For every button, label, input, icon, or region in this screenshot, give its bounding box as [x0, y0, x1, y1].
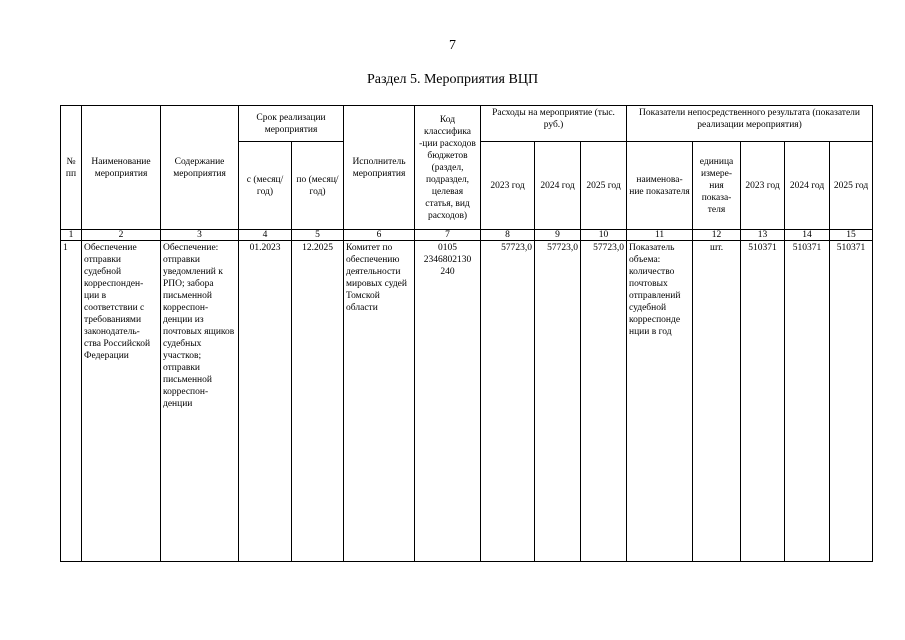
column-number: 11 — [627, 230, 693, 241]
header-num: № пп — [61, 106, 82, 230]
header-code: Код классифика -ции расходов бюджетов (раздел, подраздел, целевая статья, вид расходов) — [415, 106, 481, 230]
header-period-group: Срок реализации мероприятия — [239, 106, 344, 142]
row-code: 0105 2346802130 240 — [415, 241, 481, 562]
column-number: 15 — [830, 230, 873, 241]
column-number: 12 — [693, 230, 741, 241]
header-expenses-group: Расходы на мероприятие (тыс. руб.) — [481, 106, 627, 142]
row-ind-2023: 510371 — [741, 241, 785, 562]
header-content: Содержание мероприятия — [161, 106, 239, 230]
row-ind-name: Показатель объема: количество почтовых отправлений судебной корреспонде нции в год — [627, 241, 693, 562]
row-ind-2024: 510371 — [785, 241, 830, 562]
column-number: 14 — [785, 230, 830, 241]
column-number: 3 — [161, 230, 239, 241]
header-ind-unit: единица измере- ния показа- теля — [693, 142, 741, 230]
column-number: 8 — [481, 230, 535, 241]
column-number: 9 — [535, 230, 581, 241]
column-number: 4 — [239, 230, 292, 241]
row-period-from: 01.2023 — [239, 241, 292, 562]
section-title: Раздел 5. Мероприятия ВЦП — [366, 72, 539, 87]
header-period-to: по (месяц/ год) — [292, 142, 344, 230]
column-number: 13 — [741, 230, 785, 241]
header-ind-2023: 2023 год — [741, 142, 785, 230]
measures-table — [60, 105, 873, 562]
row-period-to: 12.2025 — [292, 241, 344, 562]
header-exp-2024: 2024 год — [535, 142, 581, 230]
row-exp-2023: 57723,0 — [481, 241, 535, 562]
row-num: 1 — [61, 241, 82, 562]
column-number: 7 — [415, 230, 481, 241]
page-number: 7 — [449, 38, 456, 53]
header-exp-2023: 2023 год — [481, 142, 535, 230]
row-exp-2024: 57723,0 — [535, 241, 581, 562]
row-executor: Комитет по обеспечению деятельности мировых судей Томской области — [344, 241, 415, 562]
header-exp-2025: 2025 год — [581, 142, 627, 230]
header-indicators-group: Показатели непосредственного результата (показатели реализации мероприятия) — [627, 106, 873, 142]
header-period-from: с (месяц/ год) — [239, 142, 292, 230]
row-ind-2025: 510371 — [830, 241, 873, 562]
row-content: Обеспечение: отправки уведомлений к РПО; забора письменной корреспон- денции из почтовых ящиков судебных участков; отправки письменной корреспон- денции — [161, 241, 239, 562]
column-number: 10 — [581, 230, 627, 241]
row-ind-unit: шт. — [693, 241, 741, 562]
row-exp-2025: 57723,0 — [581, 241, 627, 562]
table-row — [61, 241, 873, 562]
header-ind-2025: 2025 год — [830, 142, 873, 230]
header-name: Наименование мероприятия — [82, 106, 161, 230]
column-number: 6 — [344, 230, 415, 241]
column-number: 5 — [292, 230, 344, 241]
column-number: 1 — [61, 230, 82, 241]
row-name: Обеспечение отправки судебной корреспонден- ции в соответствии с требованиями законодатель- ства Российской Федерации — [82, 241, 161, 562]
column-number: 2 — [82, 230, 161, 241]
column-numbers-row — [61, 230, 873, 241]
header-executor: Исполнитель мероприятия — [344, 106, 415, 230]
header-ind-name: наименова- ние показателя — [627, 142, 693, 230]
header-ind-2024: 2024 год — [785, 142, 830, 230]
